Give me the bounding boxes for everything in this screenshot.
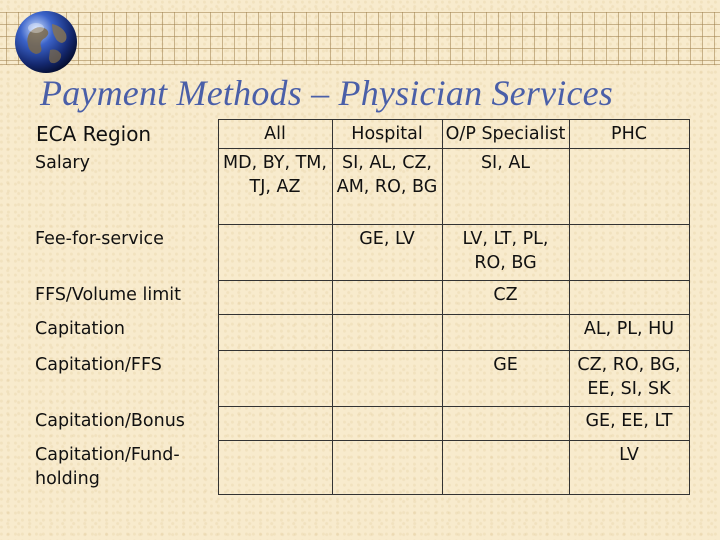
table-cell [569,225,689,281]
table-row-capitation [32,315,689,351]
column-header-phc: PHC [569,120,689,149]
row-label: Capitation/Fund-holding [32,441,218,495]
table-cell [332,315,442,351]
table-row-ffs-volume-limit [32,281,689,315]
table-cell [442,315,569,351]
table-cell [332,351,442,407]
row-label: Capitation [32,315,218,351]
row-label: Capitation/FFS [32,351,218,407]
row-label: Fee-for-service [32,225,218,281]
table-cell [218,351,332,407]
table-cell [569,149,689,225]
table-cell [332,441,442,495]
table-cell: SI, AL [442,149,569,225]
table-cell [442,407,569,441]
table-cell [218,407,332,441]
table-cell: CZ [442,281,569,315]
table-cell [332,281,442,315]
table-row-capitation-ffs [32,351,689,407]
table-cell: LV [569,441,689,495]
table-row-fee-for-service [32,225,689,281]
table-cell [332,407,442,441]
table-cell: AL, PL, HU [569,315,689,351]
table-row-capitation-bonus [32,407,689,441]
globe-icon [12,8,80,76]
table-cell [442,441,569,495]
page-title: Payment Methods – Physician Services [40,73,614,113]
decorative-grid-band [0,12,720,65]
row-label: FFS/Volume limit [32,281,218,315]
table-cell: GE, EE, LT [569,407,689,441]
table-cell: LV, LT, PL, RO, BG [442,225,569,281]
table-cell [218,315,332,351]
table-cell: MD, BY, TM, TJ, AZ [218,149,332,225]
column-header-hospital: Hospital [332,120,442,149]
table-cell [218,441,332,495]
table-cell [569,281,689,315]
table-cell: SI, AL, CZ, AM, RO, BG [332,149,442,225]
table-row-salary [32,149,689,225]
table-cell: CZ, RO, BG, EE, SI, SK [569,351,689,407]
column-header-eca-region: ECA Region [32,120,218,149]
column-header-op-specialist: O/P Specialist [442,120,569,149]
column-header-all: All [218,120,332,149]
row-label: Salary [32,149,218,225]
table-cell: GE, LV [332,225,442,281]
table-cell [218,225,332,281]
row-label: Capitation/Bonus [32,407,218,441]
table-cell [218,281,332,315]
payment-methods-table [32,119,690,495]
table-header-row [32,120,689,149]
table-row-capitation-fund-holding [32,441,689,495]
table-cell: GE [442,351,569,407]
